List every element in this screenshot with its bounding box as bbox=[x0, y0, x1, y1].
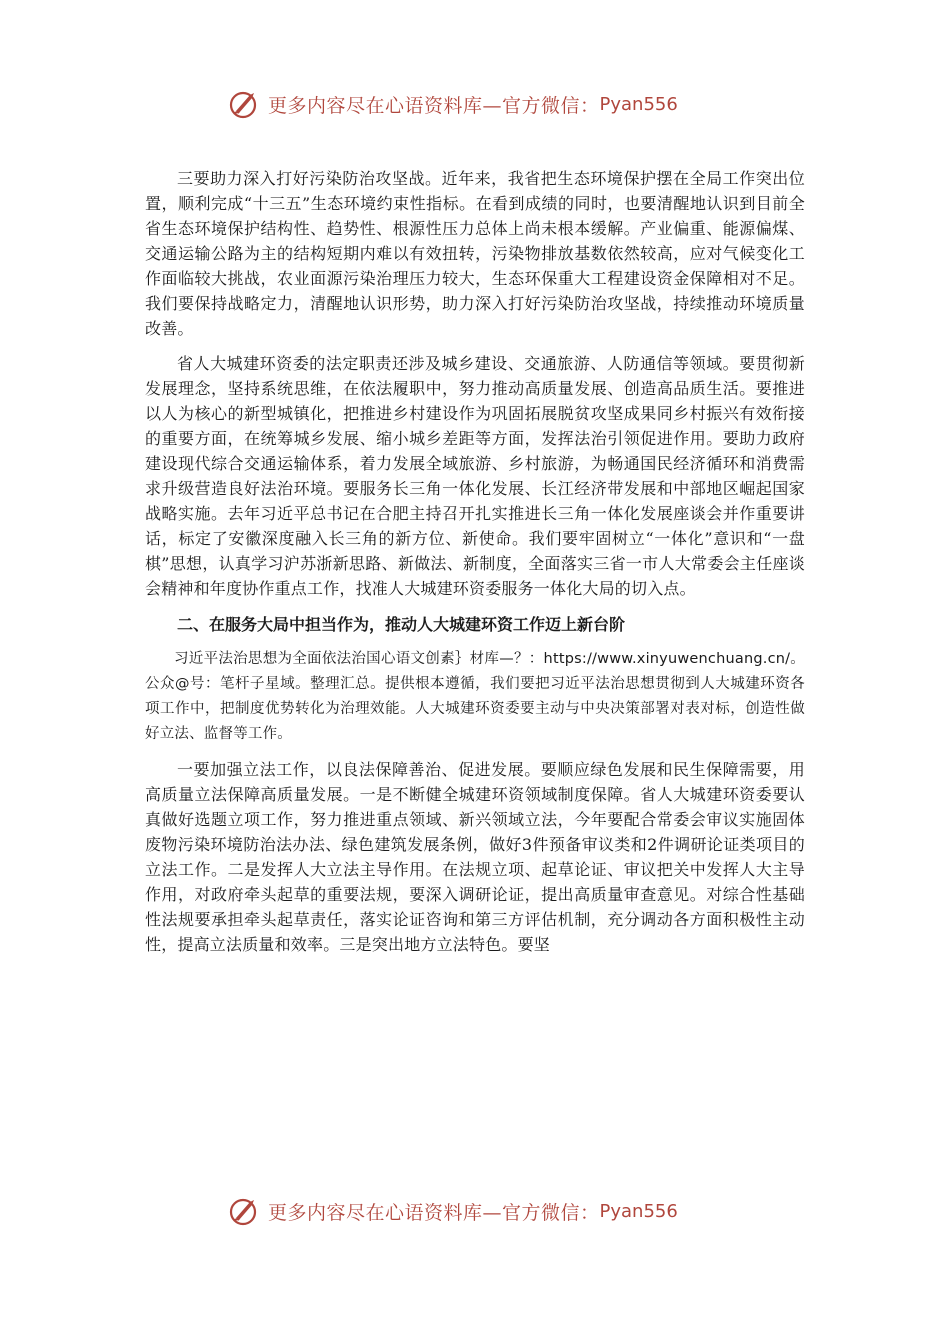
header-banner bbox=[228, 84, 678, 124]
banner-text: 更多内容尽在心语资料库—官方微信： bbox=[268, 1201, 600, 1224]
banner-text: 更多内容尽在心语资料库—官方微信： bbox=[268, 94, 600, 117]
footer-banner bbox=[228, 1191, 678, 1231]
brush-logo-icon bbox=[228, 87, 262, 121]
banner-wechat-id: Pyan556 bbox=[599, 1200, 678, 1222]
paragraph-duties: 省人大城建环资委的法定职责还涉及城乡建设、交通旅游、人防通信等领域。要贯彻新发展理念，坚持系统思维，在依法履职中，努力推动高质量发展、创造高品质生活。要推进以人为核心的新型城镇化，把推进乡村建设作为巩固拓展脱贫攻坚成果同乡村振兴有效衔接的重要方面，在统筹城乡发展、缩小城乡差距等方面，发挥法治引领促进作用。要助力政府建设现代综合交通运输体系，着力发展全域旅游、乡村旅游，为畅通国民经济循环和消费需求升级营造良好法治环境。要服务长三角一体化发展、长江经济带发展和中部地区崛起国家战略实施。去年习近平总书记在合肥主持召开扎实推进长三角一体化发展座谈会并作重要讲话，标定了安徽深度融入长三角的新方位、新使命。我们要牢固树立“一体化”意识和“一盘棋”思想，认真学习沪苏浙新思路、新做法、新制度，全面落实三省一市人大常委会主任座谈会精神和年度协作重点工作，找准人大城建环资委服务一体化大局的切入点。 bbox=[145, 354, 805, 598]
document-body bbox=[145, 166, 805, 967]
paragraph-rule-of-law: 习近平法治思想为全面依法治国心语文创素｝材库—？：https://www.xinyuwenchuang.cn/。公众@号：笔杆子星域。整理汇总。提供根本遵循，我们要把习近平法治思想贯彻到人大城建环资各项工作中，把制度优势转化为治理效能。人大城建环资委要主动与中央决策部署对表对标，创造性做好立法、监督等工作。 bbox=[145, 651, 805, 742]
brush-logo-icon bbox=[228, 1194, 262, 1228]
paragraph-legislation: 一要加强立法工作，以良法保障善治、促进发展。要顺应绿色发展和民生保障需要，用高质量立法保障高质量发展。一是不断健全城建环资领域制度保障。省人大城建环资委要认真做好选题立项工作，努力推进重点领域、新兴领域立法，今年要配合常委会审议实施固体废物污染环境防治法办法、绿色建筑发展条例，做好3件预备审议类和2件调研论证类项目的立法工作。二是发挥人大立法主导作用。在法规立项、起草论证、审议把关中发挥人大主导作用，对政府牵头起草的重要法规，要深入调研论证，提出高质量审查意见。对综合性基础性法规要承担牵头起草责任，落实论证咨询和第三方评估机制，充分调动各方面积极性主动性，提高立法质量和效率。三是突出地方立法特色。要坚 bbox=[145, 760, 805, 954]
banner-wechat-id: Pyan556 bbox=[599, 93, 678, 115]
paragraph-pollution: 三要助力深入打好污染防治攻坚战。近年来，我省把生态环境保护摆在全局工作突出位置，顺利完成“十三五”生态环境约束性指标。在看到成绩的同时，也要清醒地认识到目前全省生态环境保护结构性、趋势性、根源性压力总体上尚未根本缓解。产业偏重、能源偏煤、交通运输公路为主的结构短期内难以有效扭转，污染物排放基数依然较高，应对气候变化工作面临较大挑战，农业面源污染治理压力较大，生态环保重大工程建设资金保障相对不足。我们要保持战略定力，清醒地认识形势，助力深入打好污染防治攻坚战，持续推动环境质量改善。 bbox=[145, 169, 805, 338]
section-heading: 二、在服务大局中担当作为，推动人大城建环资工作迈上新台阶 bbox=[177, 615, 626, 634]
